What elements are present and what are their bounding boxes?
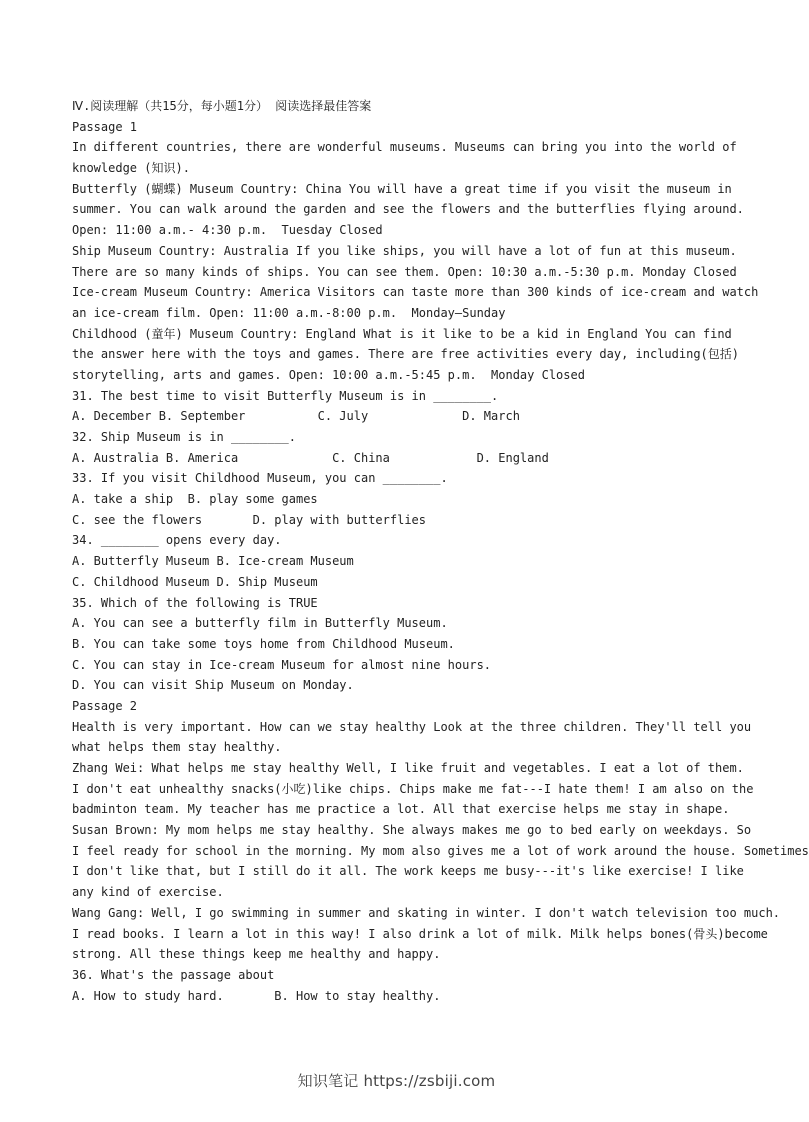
text-line: what helps them stay healthy. [72,740,282,755]
text-line: any kind of exercise. [72,885,224,900]
text-line: 35. Which of the following is TRUE [72,595,318,610]
text-line: strong. All these things keep me healthy and happy. [72,947,441,962]
text-line: C. You can stay in Ice-cream Museum for almost nine hours. [72,657,492,672]
text-line: In different countries, there are wonderful museums. Museums can bring you into the world of [72,140,737,155]
text-line: A. Australia B. America C. China D. England [72,450,549,465]
text-line: 31. The best time to visit Butterfly Museum is in ________. [72,388,499,403]
text-line: an ice-cream film. Open: 11:00 a.m.-8:00 p.m. Monday—Sunday [72,305,506,320]
text-line: A. take a ship B. play some games [72,492,318,507]
text-line: Ice-cream Museum Country: America Visitors can taste more than 300 kinds of ice-cream and watch [72,285,759,300]
text-line: Health is very important. How can we stay healthy Look at the three children. They'll tell you [72,719,752,734]
text-line: A. Butterfly Museum B. Ice-cream Museum [72,554,354,569]
text-line: I don't like that, but I still do it all. The work keeps me busy---it's like exercise! I like [72,864,744,879]
text-line: C. see the flowers D. play with butterflies [72,512,427,527]
text-line: Susan Brown: My mom helps me stay healthy. She always makes me go to bed early on weekdays. So [72,823,752,838]
text-line: D. You can visit Ship Museum on Monday. [72,678,354,693]
text-line: summer. You can walk around the garden and see the flowers and the butterflies flying around. [72,202,744,217]
text-line: There are so many kinds of ships. You can see them. Open: 10:30 a.m.-5:30 p.m. Monday Closed [72,264,737,279]
text-line: Ⅳ.阅读理解（共15分，每小题1分） 阅读选择最佳答案 [72,99,372,113]
document-body [72,96,809,1006]
text-line: A. You can see a butterfly film in Butterfly Museum. [72,616,448,631]
text-line: 32. Ship Museum is in ________. [72,430,296,444]
text-line: Passage 2 [72,698,138,713]
text-line: I read books. I learn a lot in this way! I also drink a lot of milk. Milk helps bones(骨头)become [72,926,768,941]
text-line: 34. ________ opens every day. [72,533,282,548]
footer-watermark: 知识笔记 https://zsbiji.com [297,1072,496,1090]
text-line: the answer here with the toys and games. There are free activities every day, including(包括) [72,347,739,362]
text-line: Open: 11:00 a.m.- 4:30 p.m. Tuesday Closed [72,223,383,238]
text-line: I feel ready for school in the morning. My mom also gives me a lot of work around the house. Sometimes [72,843,809,858]
text-line: Passage 1 [72,119,138,134]
text-line: 33. If you visit Childhood Museum, you can ________. [72,471,448,486]
text-line: knowledge (知识). [72,161,190,176]
text-line: B. You can take some toys home from Childhood Museum. [72,636,455,651]
text-line: Wang Gang: Well, I go swimming in summer and skating in winter. I don't watch television too much. [72,905,781,920]
text-line: Butterfly (蝴蝶) Museum Country: China You will have a great time if you visit the museum in [72,181,732,196]
text-line: Childhood (童年) Museum Country: England What is it like to be a kid in England You can find [72,326,732,341]
text-line: badminton team. My teacher has me practice a lot. All that exercise helps me stay in shape. [72,802,730,817]
text-line: 36. What's the passage about [72,967,275,982]
text-line: I don't eat unhealthy snacks(小吃)like chips. Chips make me fat---I hate them! I am also on the [72,781,754,796]
text-line: Zhang Wei: What helps me stay healthy Well, I like fruit and vegetables. I eat a lot of them. [72,761,744,775]
text-line: Ship Museum Country: Australia If you like ships, you will have a lot of fun at this museum. [72,243,737,258]
text-line: A. December B. September C. July D. March [72,409,520,424]
text-line: C. Childhood Museum D. Ship Museum [72,574,318,589]
text-line: storytelling, arts and games. Open: 10:00 a.m.-5:45 p.m. Monday Closed [72,367,585,382]
text-line: A. How to study hard. B. How to stay healthy. [72,988,441,1003]
